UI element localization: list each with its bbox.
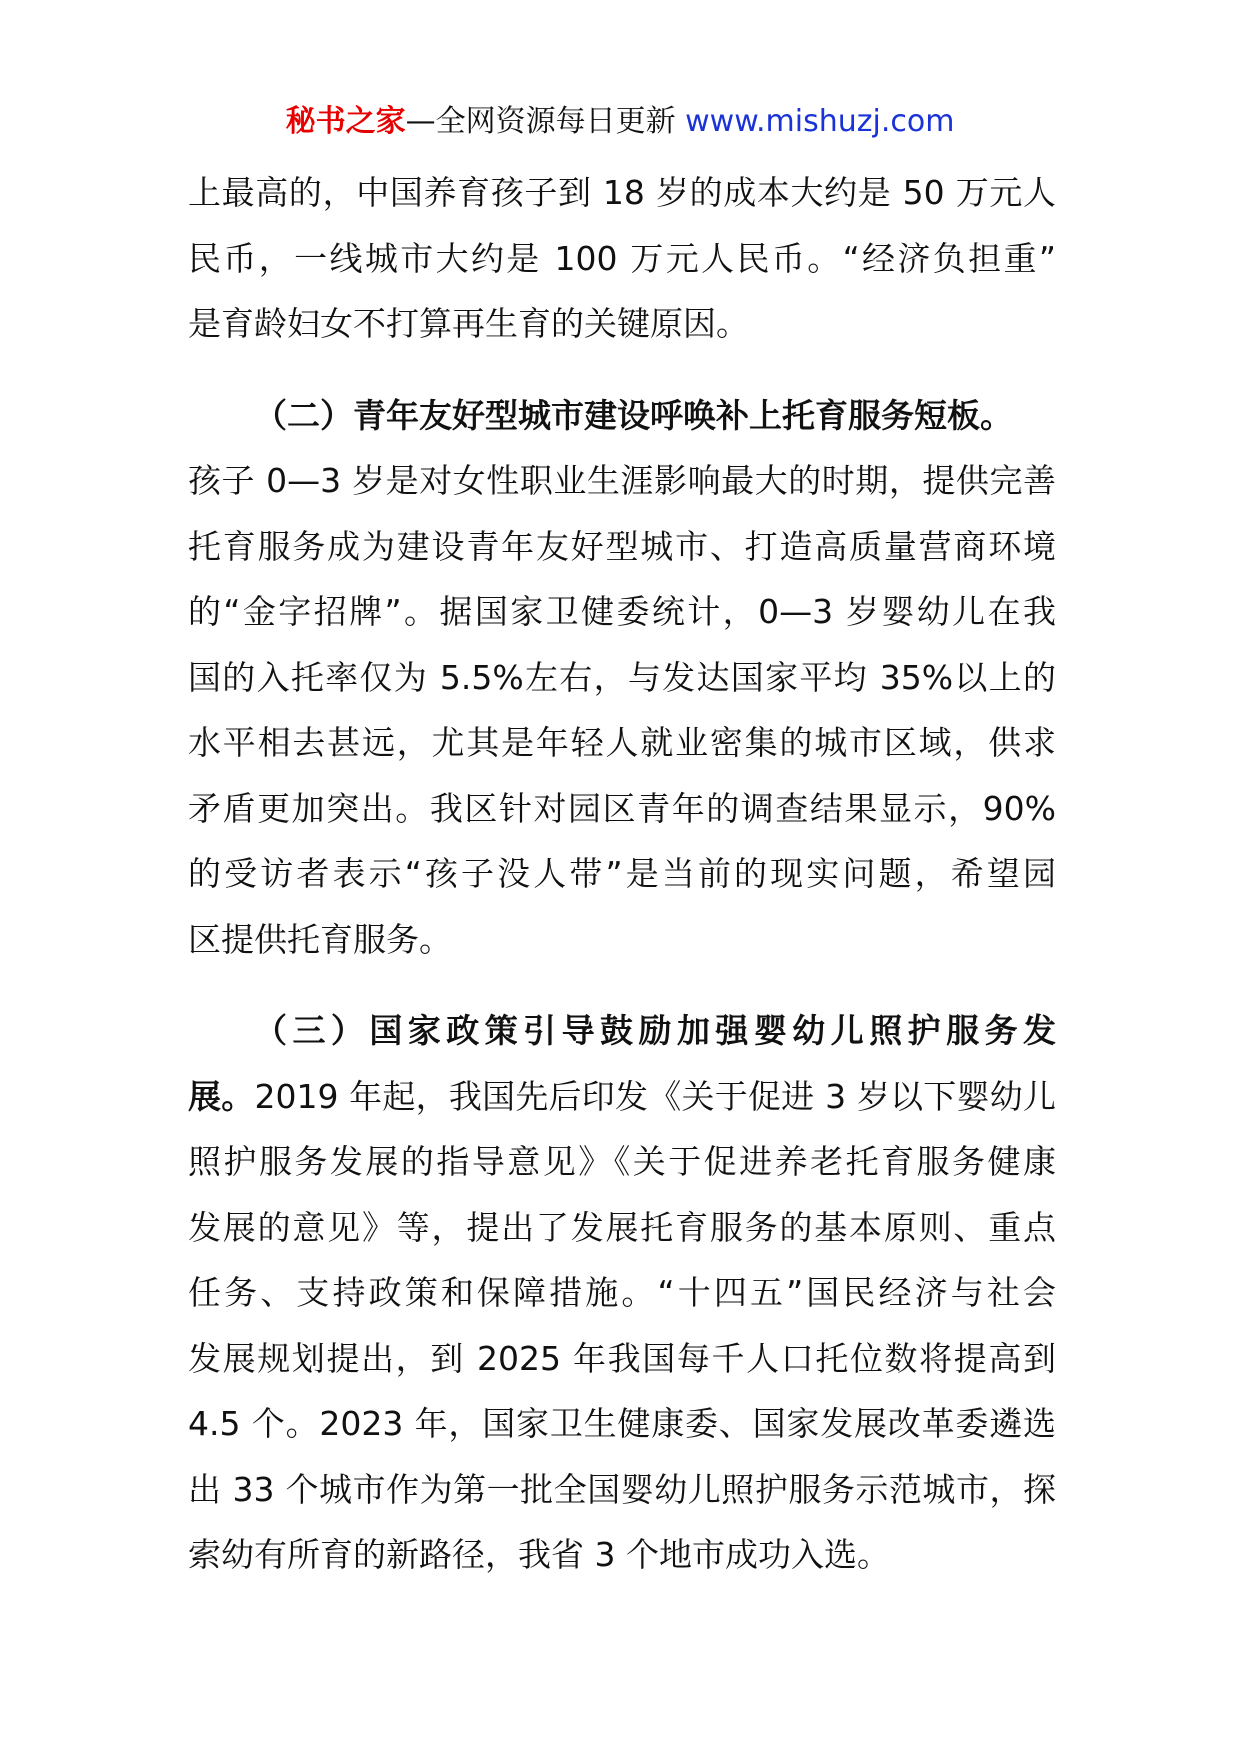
document-body	[188, 160, 1056, 1588]
text-line: 孩子 0—3 岁是对女性职业生涯影响最大的时期，提供完善	[188, 461, 1056, 500]
text-line: 区提供托育服务。	[188, 919, 452, 959]
text-line: 是育龄妇女不打算再生育的关键原因。	[188, 304, 749, 343]
text-line: 索幼有所育的新路径，我省 3 个地市成功入选。	[188, 1535, 890, 1574]
section-heading-2: （二）青年友好型城市建设呼唤补上托育服务短板。	[254, 395, 1013, 435]
section-heading-3: （三）国家政策引导鼓励加强婴幼儿照护服务发	[254, 1011, 1056, 1050]
paragraph-3	[188, 998, 1056, 1588]
paragraph-2	[188, 383, 1056, 973]
text-line: 水平相去甚远，尤其是年轻人就业密集的城市区域，供求	[188, 723, 1056, 762]
text-line: 托育服务成为建设青年友好型城市、打造高质量营商环境	[188, 526, 1056, 566]
brand-name: 秘书之家	[285, 104, 406, 139]
header-tagline: —全网资源每日更新	[405, 104, 686, 139]
text-line: 出 33 个城市作为第一批全国婴幼儿照护服务示范城市，探	[188, 1469, 1056, 1509]
text-line: 的受访者表示“孩子没人带”是当前的现实问题，希望园	[188, 854, 1056, 893]
text-line: 发展规划提出，到 2025 年我国每千人口托位数将提高到	[188, 1338, 1056, 1378]
text-line: 国的入托率仅为 5.5%左右，与发达国家平均 35%以上的	[188, 657, 1056, 697]
text-line: 上最高的，中国养育孩子到 18 岁的成本大约是 50 万元人	[188, 173, 1056, 212]
text-line: 发展的意见》等，提出了发展托育服务的基本原则、重点	[188, 1207, 1056, 1247]
text-line: 的“金字招牌”。据国家卫健委统计，0—3 岁婴幼儿在我	[188, 592, 1056, 631]
text-line: 4.5 个。2023 年，国家卫生健康委、国家发展改革委遴选	[188, 1404, 1056, 1443]
header-url-link[interactable]: www.mishuzj.com	[685, 104, 955, 139]
text-line: 矛盾更加突出。我区针对园区青年的调查结果显示，90%	[188, 788, 1056, 828]
section-heading-3-tail: 展。	[188, 1076, 255, 1116]
page-header	[0, 100, 1240, 144]
text-line: 民币，一线城市大约是 100 万元人民币。“经济负担重”	[188, 238, 1056, 278]
text-line	[188, 1064, 1056, 1130]
text-line: 照护服务发展的指导意见》《关于促进养老托育服务健康	[188, 1142, 1056, 1181]
text-segment: 2019 年起，我国先后印发《关于促进 3 岁以下婴幼儿	[254, 1076, 1057, 1116]
paragraph-1	[188, 160, 1056, 357]
text-line: 任务、支持政策和保障措施。“十四五”国民经济与社会	[188, 1273, 1056, 1312]
